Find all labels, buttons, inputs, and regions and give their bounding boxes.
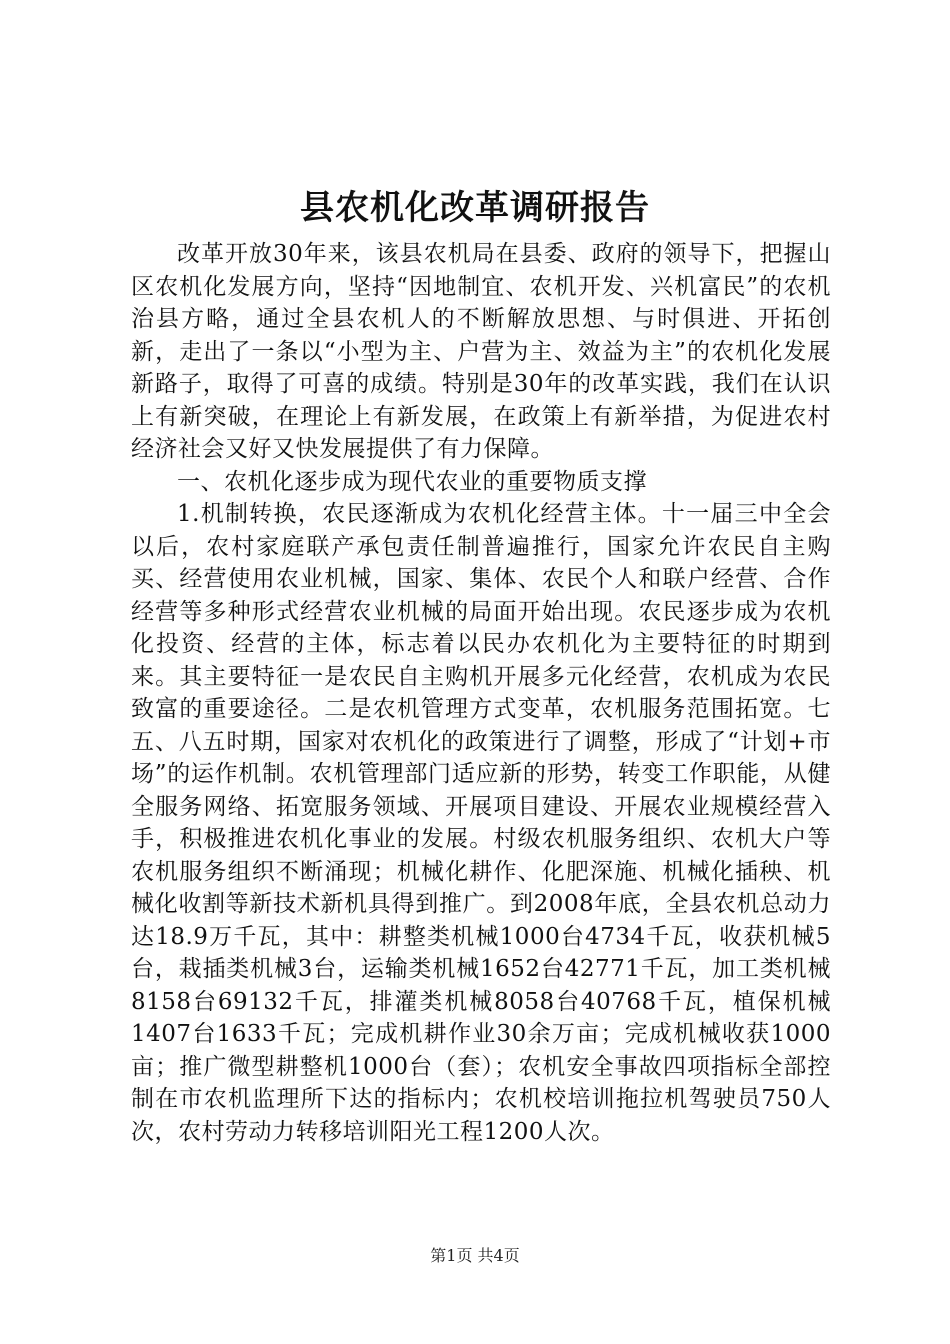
section-heading: 一、农机化逐步成为现代农业的重要物质支撑 [177,468,647,495]
body-paragraph: 1.机制转换，农民逐渐成为农机化经营主体。十一届三中全会以后，农村家庭联产承包责任制普遍推行，国家允许农民自主购买、经营使用农业机械，国家、集体、农民个人和联户经营、合作经营等多种形式经营农业机械的局面开始出现。农民逐步成为农机化投资、经营的主体，标志着以民办农机化为主要特征的时期到来。其主要特征一是农民自主购机开展多元化经营，农机成为农民致富的重要途径。二是农机管理方式变革，农机服务范围拓宽。七五、八五时期，国家对农机化的政策进行了调整，形成了“计划+市场”的运作机制。农机管理部门适应新的形势，转变工作职能，从健全服务网络、拓宽服务领域、开展项目建设、开展农业规模经营入手，积极推进农机化事业的发展。村级农机服务组织、农机大户等农机服务组织不断涌现；机械化耕作、化肥深施、机械化插秧、机械化收割等新技术新机具得到推广。到2008年底，全县农机总动力达18.9万千瓦，其中：耕整类机械1000台4734千瓦，收获机械5台，栽插类机械3台，运输类机械1652台42771千瓦，加工类机械8158台69132千瓦，排灌类机械8058台40768千瓦，植保机械1407台1633千瓦；完成机耕作业30余万亩；完成机械收获1000亩；推广微型耕整机1000台（套）；农机安全事故四项指标全部控制在市农机监理所下达的指标内；农机校培训拖拉机驾驶员750人次，农村劳动力转移培训阳光工程1200人次。 [131,501,831,1145]
document-title: 县农机化改革调研报告 [300,188,650,228]
page-footer: 第1页 共4页 [430,1246,520,1265]
document-body [131,238,831,1148]
intro-paragraph: 改革开放30年来，该县农机局在县委、政府的领导下，把握山区农机化发展方向，坚持“因地制宜、农机开发、兴机富民”的农机治县方略，通过全县农机人的不断解放思想、与时俱进、开拓创新，走出了一条以“小型为主、户营为主、效益为主”的农机化发展新路子，取得了可喜的成绩。特别是30年的改革实践，我们在认识上有新突破，在理论上有新发展，在政策上有新举措，为促进农村经济社会又好又快发展提供了有力保障。 [131,241,831,462]
